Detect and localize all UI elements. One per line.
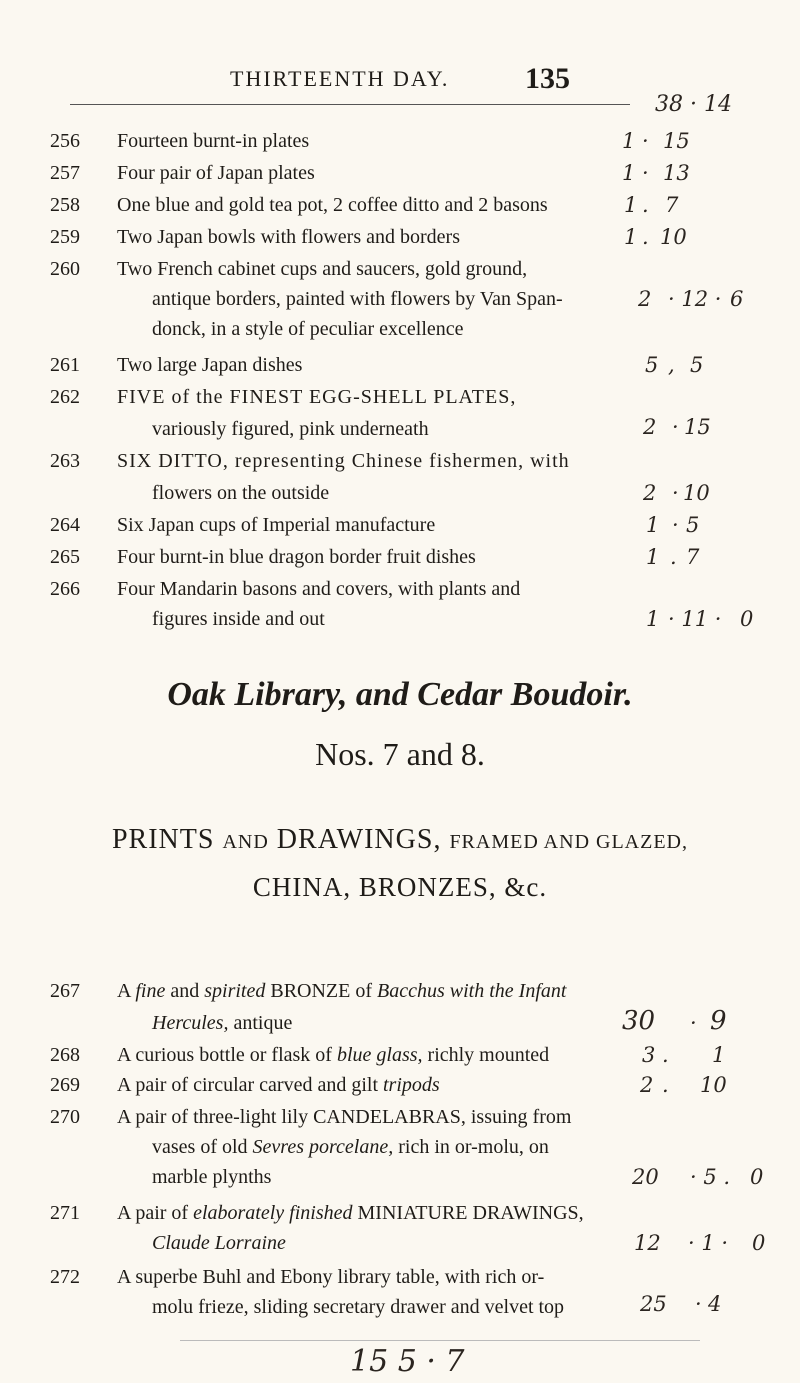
- price-pounds: 5: [645, 353, 659, 377]
- price-pounds: 3: [642, 1043, 656, 1067]
- price-pounds: 1: [624, 193, 638, 217]
- lot-number: 259: [50, 226, 80, 248]
- lot-description: [117, 1040, 657, 1070]
- drawings-word: DRAWINGS,: [276, 824, 442, 855]
- price-sep: ·: [672, 415, 679, 439]
- lot-number: 260: [50, 258, 80, 280]
- lot-description-cont: figures inside and out: [152, 608, 325, 630]
- price-pounds: 30: [622, 1006, 656, 1036]
- text: tripods: [383, 1074, 440, 1096]
- lot-number: 269: [50, 1074, 80, 1096]
- page-number: 135: [525, 62, 570, 95]
- lot-description: Four Mandarin basons and covers, with plants and: [117, 578, 521, 600]
- lot-description: Four burnt-in blue dragon border fruit dishes: [117, 546, 476, 568]
- text: elaborately finished: [193, 1202, 353, 1224]
- lot-number: 264: [50, 514, 80, 536]
- lot-description: Four pair of Japan plates: [117, 162, 315, 184]
- prints-heading: [0, 824, 800, 856]
- text: Hercules,: [152, 1012, 229, 1034]
- price-pounds: 1: [646, 545, 660, 569]
- lot-number: 261: [50, 354, 80, 376]
- text: richly mounted: [422, 1044, 550, 1066]
- lot-description: Two large Japan dishes: [117, 354, 303, 376]
- lot-number: 263: [50, 450, 80, 472]
- price-pounds: 1: [624, 225, 638, 249]
- price-shillings: 15: [663, 129, 690, 153]
- text: A pair of: [117, 1202, 194, 1224]
- lot-description-cont: antique borders, painted with flowers by Van Span-: [152, 288, 563, 310]
- lot-271: [0, 1198, 800, 1262]
- china-heading: CHINA, BRONZES, &c.: [252, 872, 548, 902]
- lot-260: [0, 254, 800, 350]
- price-pounds: 1: [646, 607, 660, 631]
- text: rich in or-molu, on: [393, 1136, 549, 1158]
- price-pounds: 2: [643, 415, 657, 439]
- lot-263: [0, 446, 800, 510]
- price-sep: ·: [672, 481, 679, 505]
- lot-description-cont: molu frieze, sliding secretary drawer and velvet top: [152, 1296, 565, 1318]
- price-sep: ,: [668, 353, 675, 377]
- lot-description: Six Japan cups of Imperial manufacture: [117, 514, 436, 536]
- price-sep: ·: [672, 513, 679, 537]
- lot-number: 270: [50, 1106, 80, 1128]
- lot-description-cont: [152, 1008, 657, 1038]
- lot-number: 266: [50, 578, 80, 600]
- lot-description: [117, 1070, 657, 1100]
- lot-description-cont: donck, in a style of peculiar excellence: [152, 318, 464, 340]
- price-shillings: 15: [684, 415, 711, 439]
- running-title: THIRTEENTH DAY.: [230, 66, 450, 91]
- price-pounds: 2: [640, 1073, 654, 1097]
- text: Sevres porcelane,: [252, 1136, 394, 1158]
- price-shillings: 5: [690, 353, 704, 377]
- price-shillings: 10: [683, 481, 710, 505]
- price-sep: .: [642, 193, 649, 217]
- price-pence: 0: [740, 607, 754, 631]
- section-title: Oak Library, and Cedar Boudoir.: [167, 676, 633, 713]
- page-total: 15 5 · 7: [350, 1344, 465, 1379]
- prints-word: PRINTS: [111, 824, 215, 855]
- lot-description-cont: [152, 1132, 657, 1162]
- text: Bacchus with the Infant: [377, 980, 567, 1002]
- price-pounds: 2: [643, 481, 657, 505]
- text: Claude Lorraine: [152, 1232, 286, 1254]
- header-rule: [70, 104, 630, 105]
- lot-number: 272: [50, 1266, 80, 1288]
- price-pence: 0: [750, 1165, 764, 1189]
- price-shillings: 7: [686, 545, 700, 569]
- price-pounds: 20: [632, 1165, 659, 1189]
- lot-description: [117, 976, 657, 1006]
- text: spirited: [204, 980, 266, 1002]
- lot-272: [0, 1262, 800, 1326]
- lot-number: 262: [50, 386, 80, 408]
- lot-266: [0, 574, 800, 638]
- lot-262: [0, 382, 800, 446]
- lot-number: 267: [50, 980, 80, 1002]
- price-pence: 6: [730, 287, 744, 311]
- lot-number: 271: [50, 1202, 80, 1224]
- text: A pair of circular carved and gilt: [117, 1074, 383, 1096]
- price-sep: .: [662, 1073, 669, 1097]
- price-shillings: 1: [712, 1043, 726, 1067]
- price-pence: 0: [752, 1231, 766, 1255]
- lot-description-cont: flowers on the outside: [152, 482, 330, 504]
- lot-description: Two Japan bowls with flowers and borders: [117, 226, 460, 248]
- price-pounds: 1: [622, 161, 636, 185]
- price-sep: ·: [642, 161, 649, 185]
- lot-description: One blue and gold tea pot, 2 coffee ditto and 2 basons: [117, 194, 548, 216]
- lot-270: [0, 1102, 800, 1198]
- lot-272-price-sep: ·: [695, 1292, 702, 1316]
- price-shillings: 10: [660, 225, 687, 249]
- lot-number: 258: [50, 194, 80, 216]
- and-word: AND: [222, 831, 269, 853]
- price-pounds: 1: [646, 513, 660, 537]
- text: A curious bottle or flask of: [117, 1044, 337, 1066]
- page-header: [180, 62, 600, 102]
- lot-description-cont: [152, 1228, 657, 1258]
- text: blue glass,: [336, 1044, 423, 1066]
- text: of: [350, 980, 378, 1002]
- price-sep: .: [642, 225, 649, 249]
- lot-description: Fourteen burnt-in plates: [117, 130, 310, 152]
- price-pounds: 1: [622, 129, 636, 153]
- text: fine: [135, 980, 166, 1002]
- lot-description: FIVE of the FINEST EGG-SHELL PLATES,: [117, 386, 517, 408]
- price-sep: ·: [690, 1011, 697, 1035]
- price-shillings: 13: [663, 161, 690, 185]
- lot-description: [117, 1198, 657, 1228]
- lot-description-cont: variously figured, pink underneath: [152, 418, 429, 440]
- text: A pair of three-light lily: [117, 1106, 314, 1128]
- price-sep: .: [670, 545, 677, 569]
- text: MINIATURE DRAWINGS,: [352, 1202, 584, 1224]
- lot-description: SIX DITTO, representing Chinese fishermen, with: [117, 450, 570, 472]
- lot-description: A superbe Buhl and Ebony library table, with rich or-: [117, 1266, 545, 1288]
- text: issuing from: [465, 1106, 572, 1128]
- lot-description: Two French cabinet cups and saucers, gold ground,: [117, 258, 528, 280]
- lot-number: 268: [50, 1044, 80, 1066]
- text: antique: [228, 1012, 293, 1034]
- price-shillings: · 12 ·: [668, 287, 722, 311]
- price-shillings: · 1 ·: [688, 1231, 729, 1255]
- price-shillings: 5: [686, 513, 700, 537]
- text: vases of old: [152, 1136, 253, 1158]
- price-shillings: · 11 ·: [668, 607, 722, 631]
- text: BRONZE: [265, 980, 351, 1002]
- lot-description-cont: marble plynths: [152, 1166, 272, 1188]
- price-shillings: 9: [710, 1006, 727, 1036]
- room-numbers: Nos. 7 and 8.: [315, 736, 485, 772]
- price-pounds: 2: [638, 287, 652, 311]
- price-shillings: 10: [700, 1073, 727, 1097]
- lot-number: 257: [50, 162, 80, 184]
- framed-glazed: FRAMED AND GLAZED,: [449, 831, 688, 853]
- price-sep: ·: [642, 129, 649, 153]
- lot-number: 265: [50, 546, 80, 568]
- footer-rule: [180, 1340, 700, 1341]
- price-shillings: 7: [665, 193, 679, 217]
- lot-267: [0, 976, 800, 1040]
- price-sep: .: [662, 1043, 669, 1067]
- lot-description: [117, 1102, 657, 1132]
- text: A: [117, 980, 136, 1002]
- price-shillings: · 5 .: [690, 1165, 731, 1189]
- price-pounds: 12: [634, 1231, 661, 1255]
- carried-total: 38 · 14: [655, 92, 732, 117]
- lot-272-price-pounds: 25: [640, 1292, 667, 1316]
- text: CANDELABRAS,: [313, 1106, 466, 1128]
- lot-272-price-shillings: 4: [708, 1292, 722, 1316]
- lot-number: 256: [50, 130, 80, 152]
- text: and: [165, 980, 205, 1002]
